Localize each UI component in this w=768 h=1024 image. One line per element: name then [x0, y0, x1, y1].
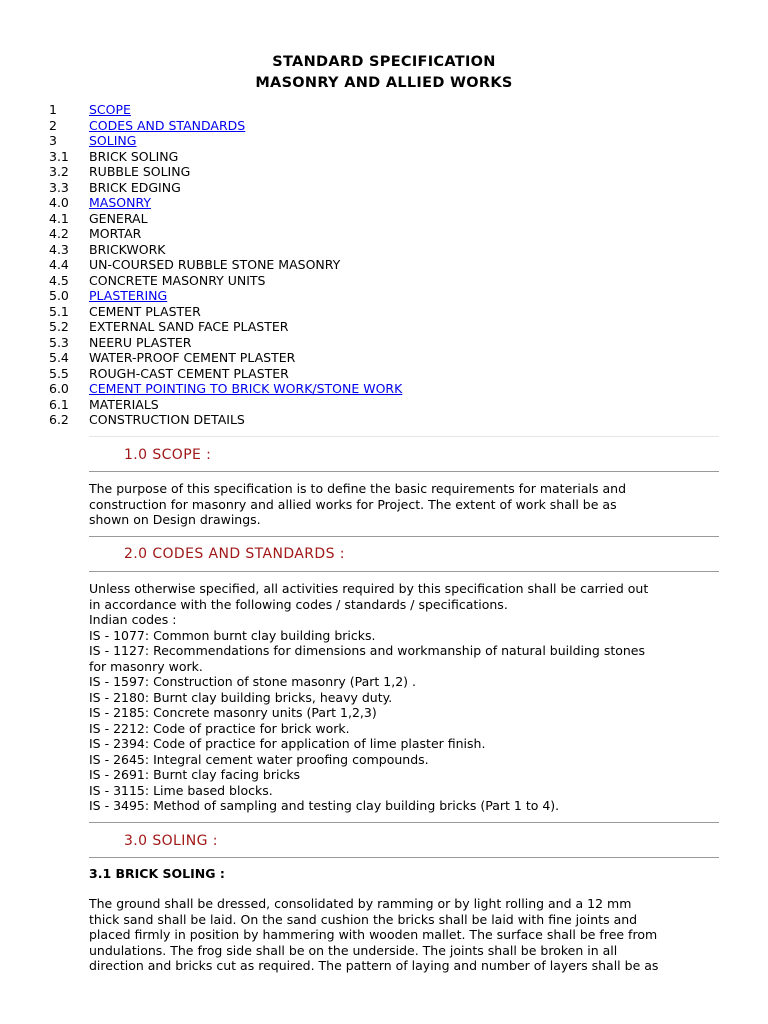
text-line: IS - 1077: Common burnt clay building bricks. [89, 627, 376, 643]
toc-item-number: 6.1 [49, 396, 69, 412]
toc-item [49, 180, 402, 196]
toc-item-number: 1 [49, 102, 57, 117]
text-line: IS - 1127: Recommendations for dimensions and workmanship of natural building stones [89, 643, 646, 658]
toc-item-number: 6.2 [49, 412, 69, 427]
text-line: The purpose of this specification is to define the basic requirements for materials and [89, 481, 627, 496]
toc-item [49, 226, 402, 242]
toc-item-label: NEERU PLASTER [89, 334, 192, 350]
toc-link[interactable]: MASONRY [89, 195, 151, 210]
text-line: IS - 3495: Method of sampling and testing clay building bricks (Part 1 to 4). [89, 798, 560, 813]
text-line: The ground shall be dressed, consolidated by ramming or by light rolling and a 12 mm [89, 896, 632, 911]
toc-item-label: CONSTRUCTION DETAILS [89, 412, 245, 427]
toc-item [49, 412, 402, 428]
document-title-line-2: MASONRY AND ALLIED WORKS [255, 75, 513, 91]
divider [89, 571, 719, 572]
text-line: IS - 2645: Integral cement water proofing compounds. [89, 751, 429, 767]
toc-item-label: ROUGH-CAST CEMENT PLASTER [89, 365, 289, 381]
toc-item-number: 3.2 [49, 164, 69, 179]
toc-item[interactable] [49, 133, 402, 149]
toc-item-number: 4.3 [49, 241, 69, 257]
toc-item-number: 3 [49, 133, 57, 148]
text-line: IS - 3115: Lime based blocks. [89, 782, 273, 798]
sub-heading-brick-soling: 3.1 BRICK SOLING : [89, 866, 225, 881]
toc-item-number: 4.4 [49, 257, 69, 272]
text-line: IS - 2180: Burnt clay building bricks, heavy duty. [89, 689, 393, 705]
brick-soling-paragraph [89, 896, 729, 974]
divider [89, 536, 719, 537]
toc-item [49, 397, 402, 413]
toc-item[interactable] [49, 381, 402, 397]
toc-item [49, 335, 402, 351]
toc-link[interactable]: CEMENT POINTING TO BRICK WORK/STONE WORK [89, 381, 403, 396]
text-line: Indian codes : [89, 612, 177, 627]
text-line: thick sand shall be laid. On the sand cushion the bricks shall be laid with fine joints and [89, 911, 638, 927]
text-line: IS - 2394: Code of practice for application of lime plaster finish. [89, 736, 486, 751]
text-line: for masonry work. [89, 658, 203, 674]
toc-item-number: 5.5 [49, 365, 69, 381]
toc-item [49, 366, 402, 382]
text-line: undulations. The frog side shall be on the underside. The joints shall be broken in all [89, 942, 618, 958]
toc-item-label: RUBBLE SOLING [89, 164, 191, 179]
toc-item-label: BRICK EDGING [89, 179, 181, 195]
toc-item [49, 211, 402, 227]
toc-item-number: 6.0 [49, 381, 69, 396]
toc-item-label: GENERAL [89, 210, 148, 226]
toc-item-number: 4.0 [49, 195, 69, 210]
toc-item [49, 350, 402, 366]
text-line: construction for masonry and allied works for Project. The extent of work shall be as [89, 496, 617, 512]
toc-item[interactable] [49, 102, 402, 118]
toc-item-number: 5.3 [49, 334, 69, 350]
divider [89, 822, 719, 823]
toc-item-number: 2 [49, 117, 57, 133]
toc-item [49, 273, 402, 289]
toc-item-label: CEMENT PLASTER [89, 303, 201, 319]
toc-item-number: 4.5 [49, 272, 69, 288]
scope-paragraph [89, 481, 729, 528]
divider [89, 436, 719, 437]
section-heading-codes: 2.0 CODES AND STANDARDS : [124, 546, 345, 562]
toc-item-number: 3.3 [49, 179, 69, 195]
toc-item-number: 3.1 [49, 148, 69, 164]
toc-item-number: 5.1 [49, 303, 69, 319]
section-heading-soling: 3.0 SOLING : [124, 833, 218, 849]
toc-item [49, 257, 402, 273]
toc-item-label: MATERIALS [89, 396, 159, 412]
toc-item [49, 149, 402, 165]
text-line: shown on Design drawings. [89, 512, 261, 527]
toc-item [49, 242, 402, 258]
toc-item-number: 5.4 [49, 350, 69, 365]
text-line: placed firmly in position by hammering with wooden mallet. The surface shall be free from [89, 927, 658, 942]
table-of-contents [49, 102, 402, 428]
toc-item-number: 5.2 [49, 319, 69, 334]
divider [89, 471, 719, 472]
toc-item [49, 319, 402, 335]
text-line: IS - 2691: Burnt clay facing bricks [89, 767, 301, 782]
toc-item-label: EXTERNAL SAND FACE PLASTER [89, 319, 289, 334]
toc-item-number: 4.1 [49, 210, 69, 226]
text-line: IS - 1597: Construction of stone masonry (Part 1,2) . [89, 674, 416, 689]
document-title-line-1: STANDARD SPECIFICATION [272, 54, 496, 70]
toc-item-label: MORTAR [89, 226, 142, 241]
toc-item-number: 5.0 [49, 288, 69, 303]
text-line: IS - 2185: Concrete masonry units (Part 1,2,3) [89, 705, 377, 720]
codes-paragraph [89, 581, 729, 814]
toc-item[interactable] [49, 118, 402, 134]
toc-item[interactable] [49, 288, 402, 304]
toc-link[interactable]: PLASTERING [89, 288, 168, 303]
divider [89, 857, 719, 858]
text-line: direction and bricks cut as required. The pattern of laying and number of layers shall be as [89, 958, 659, 973]
text-line: IS - 2212: Code of practice for brick work. [89, 720, 350, 736]
text-line: Unless otherwise specified, all activities required by this specification shall be carried out [89, 581, 649, 596]
toc-item-label: BRICKWORK [89, 241, 166, 257]
toc-item-label: CONCRETE MASONRY UNITS [89, 272, 266, 288]
toc-item-label: WATER-PROOF CEMENT PLASTER [89, 350, 296, 365]
toc-item-label: BRICK SOLING [89, 148, 179, 164]
text-line: in accordance with the following codes / standards / specifications. [89, 596, 508, 612]
toc-item [49, 164, 402, 180]
section-heading-scope: 1.0 SCOPE : [124, 447, 212, 463]
toc-link[interactable]: SOLING [89, 133, 137, 148]
toc-item-label: UN-COURSED RUBBLE STONE MASONRY [89, 257, 341, 272]
toc-item[interactable] [49, 195, 402, 211]
toc-link[interactable]: CODES AND STANDARDS [89, 117, 246, 133]
toc-item-number: 4.2 [49, 226, 69, 241]
toc-item [49, 304, 402, 320]
toc-link[interactable]: SCOPE [89, 102, 131, 117]
